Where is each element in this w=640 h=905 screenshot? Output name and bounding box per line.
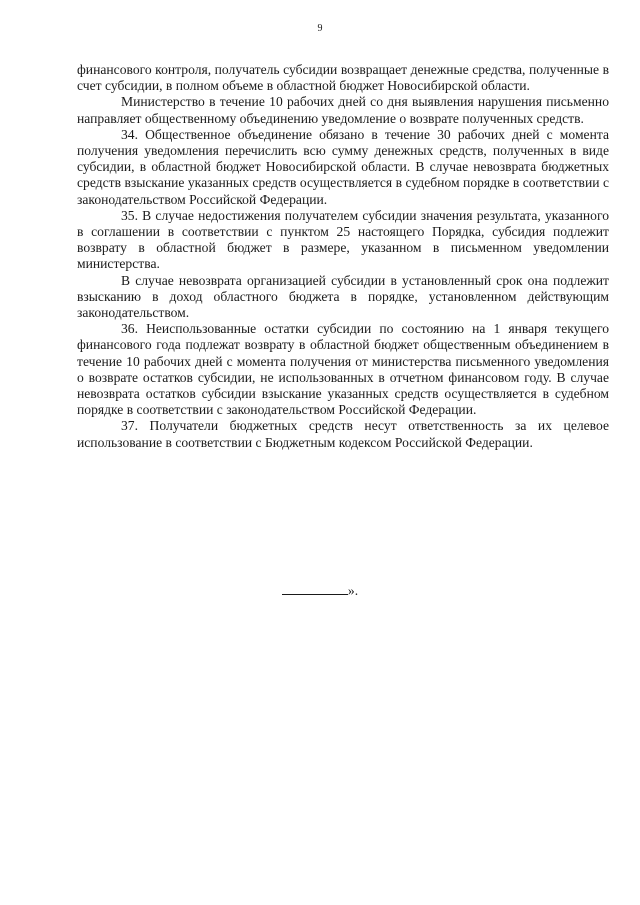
paragraph-35: 35. В случае недостижения получателем субсидии значения результата, указанного в соглашении в соответствии с пунктом 25 настоящего Порядка, субсидия подлежит возврату в областной бюджет в размере, указанном в письменном уведомлении министерства. bbox=[77, 207, 609, 272]
end-quote: ». bbox=[347, 583, 359, 598]
paragraph-37: 37. Получатели бюджетных средств несут ответственность за их целевое использование в соответствии с Бюджетным кодексом Российской Федерации. bbox=[77, 418, 609, 450]
paragraph-continuation: финансового контроля, получатель субсидии возвращает денежные средства, полученные в счет субсидии, в полном объеме в областной бюджет Новосибирской области. bbox=[77, 62, 609, 94]
document-end-mark bbox=[0, 583, 640, 599]
page-number: 9 bbox=[317, 23, 323, 34]
paragraph-36: 36. Неиспользованные остатки субсидии по состоянию на 1 января текущего финансового года подлежат возврату в областной бюджет общественным объединением в течение 10 рабочих дней с момента получения от министерства письменного уведомления о возврате остатков субсидии, не использованных в отчетном финансовом году. В случае невозврата остатков субсидии взыскание указанных средств осуществляется в судебном порядке в соответствии с законодательством Российской Федерации. bbox=[77, 321, 609, 418]
paragraph-ministry-notice: Министерство в течение 10 рабочих дней со дня выявления нарушения письменно направляет общественному объединению уведомление о возврате полученных средств. bbox=[77, 94, 609, 126]
paragraph-35-recovery: В случае невозврата организацией субсидии в установленный срок она подлежит взысканию в доход областного бюджета в порядке, установленном действующим законодательством. bbox=[77, 272, 609, 321]
paragraph-34: 34. Общественное объединение обязано в течение 30 рабочих дней с момента получения уведомления перечислить всю сумму денежных средств, полученных в виде субсидии, в областной бюджет Новосибирской области. В случае невозврата бюджетных средств взыскание указанных средств осуществляется в судебном порядке в соответствии с законодательством Российской Федерации. bbox=[77, 126, 609, 207]
document-body bbox=[77, 62, 609, 451]
end-divider-line bbox=[282, 583, 348, 595]
